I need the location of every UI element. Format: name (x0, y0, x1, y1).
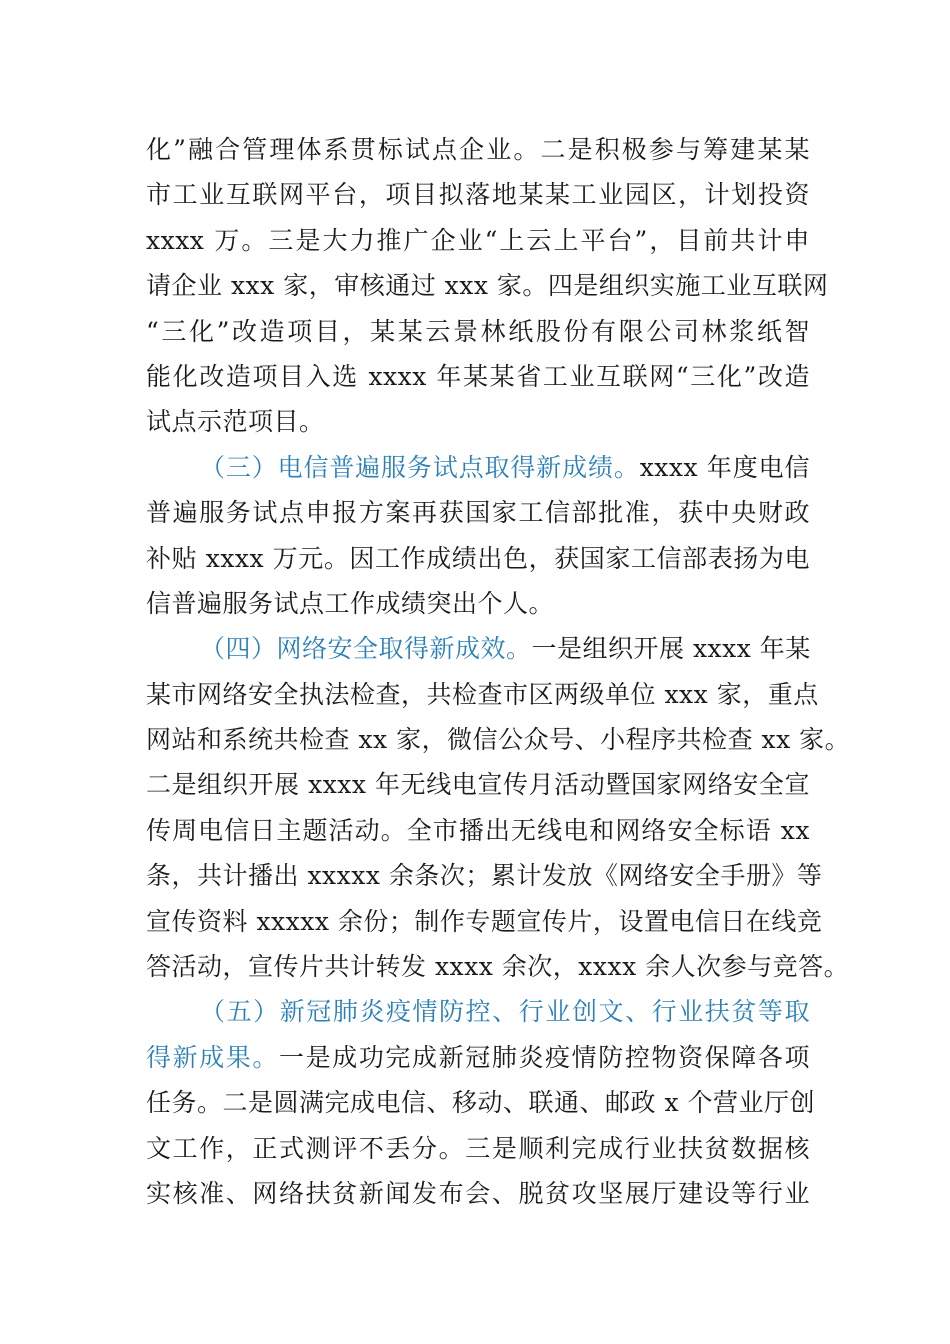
section-3-heading: （三）电信普遍服务试点取得新成绩。 (200, 452, 640, 482)
paragraph-line: “三化”改造项目，某某云景林纸股份有限公司林浆纸智 (146, 316, 810, 346)
section-3-first-line (146, 445, 810, 490)
paragraph-line: 试点示范项目。 (146, 407, 325, 437)
paragraph-line: 能化改造项目入选 xxxx 年某某省工业互联网“三化”改造 (146, 361, 810, 391)
section-4-heading: （四）网络安全取得新成效。 (200, 634, 532, 664)
paragraph-line: 答活动，宣传片共计转发 xxxx 余次，xxxx 余人次参与竞答。 (146, 952, 850, 982)
paragraph-line: 文工作，正式测评不丢分。三是顺利完成行业扶贫数据核 (146, 1133, 810, 1163)
paragraph-line: 二是组织开展 xxxx 年无线电宣传月活动暨国家网络安全宣 (146, 770, 810, 800)
paragraph-line: 实核准、网络扶贫新闻发布会、脱贫攻坚展厅建设等行业 (146, 1178, 810, 1208)
paragraph-line: 传周电信日主题活动。全市播出无线电和网络安全标语 xx (146, 815, 810, 845)
paragraph-line: 化”融合管理体系贯标试点企业。二是积极参与筹建某某 (146, 135, 810, 164)
section-4-first-line (146, 626, 810, 671)
paragraph-line: 请企业 xxx 家，审核通过 xxx 家。四是组织实施工业互联网 (146, 271, 829, 301)
section-3-text: xxxx 年度电信 (639, 452, 810, 482)
section-5-text: 一是成功完成新冠肺炎疫情防控物资保障各项 (279, 1042, 810, 1072)
paragraph-line: 宣传资料 xxxxx 余份；制作专题宣传片，设置电信日在线竞 (146, 906, 823, 936)
section-5-first-line (146, 989, 810, 1034)
paragraph-line: 网站和系统共检查 xx 家，微信公众号、小程序共检查 xx 家。 (146, 725, 851, 755)
paragraph-line: 条，共计播出 xxxxx 余条次；累计发放《网络安全手册》等 (146, 861, 823, 891)
paragraph-line: 普遍服务试点申报方案再获国家工信部批准，获中央财政 (146, 498, 810, 528)
paragraph-line: 市工业互联网平台，项目拟落地某某工业园区，计划投资 (146, 180, 810, 210)
paragraph-line: 任务。二是圆满完成电信、移动、联通、邮政 x 个营业厅创 (146, 1088, 815, 1118)
paragraph-line: 某市网络安全执法检查，共检查市区两级单位 xxx 家，重点 (146, 679, 819, 709)
section-5-heading-cont: 得新成果。 (146, 1042, 280, 1072)
section-5-second-line (146, 1035, 810, 1080)
section-4-text: 一是组织开展 xxxx 年某 (531, 634, 811, 664)
document-body (146, 127, 851, 1216)
paragraph-line: xxxx 万。三是大力推广企业“上云上平台”，目前共计申 (146, 225, 810, 255)
paragraph-line: 信普遍服务试点工作成绩突出个人。 (146, 588, 555, 618)
paragraph-line: 补贴 xxxx 万元。因工作成绩出色，获国家工信部表扬为电 (146, 543, 810, 573)
section-5-heading: （五）新冠肺炎疫情防控、行业创文、行业扶贫等取 (200, 997, 810, 1027)
